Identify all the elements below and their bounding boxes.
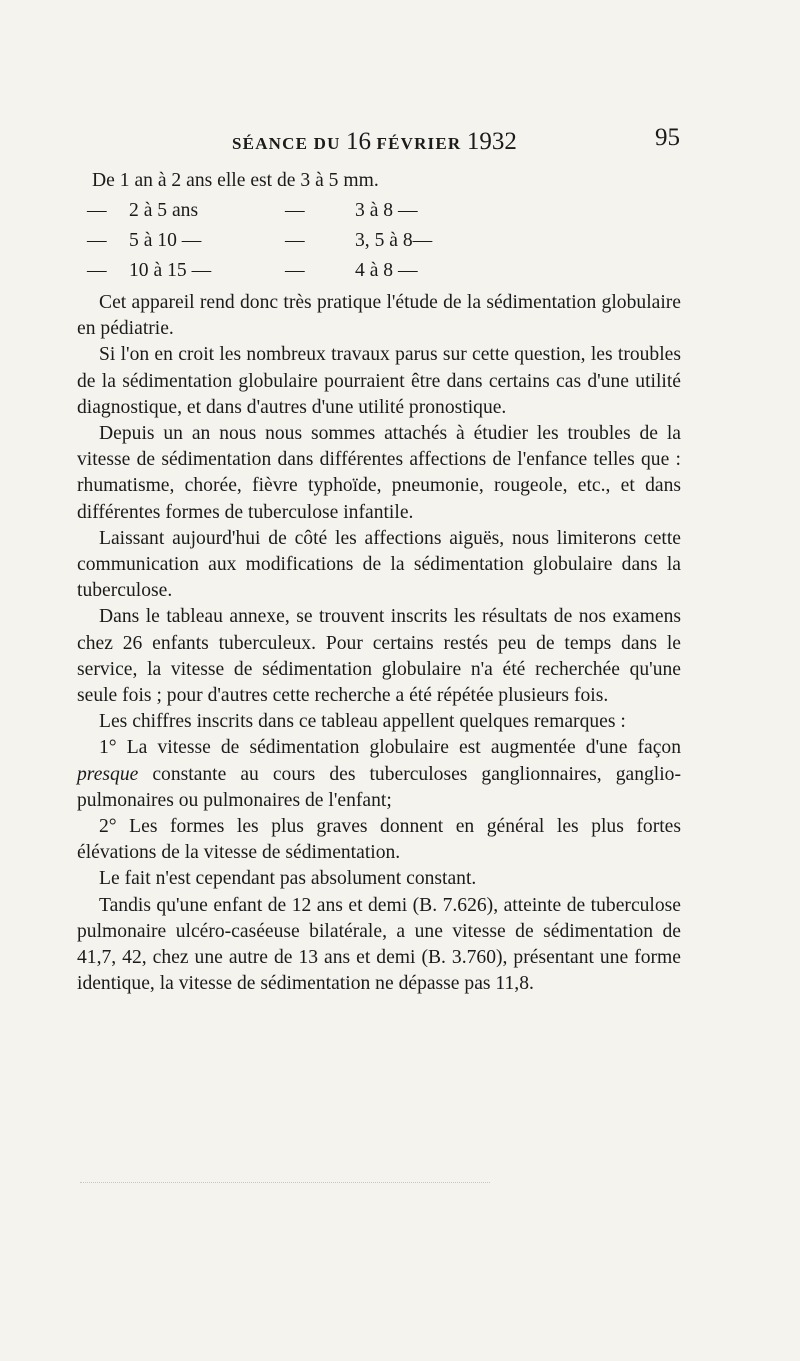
header-month: FÉVRIER [371, 134, 467, 153]
age-table-row [77, 196, 681, 226]
faint-footer-rule [80, 1182, 490, 1183]
paragraph: Laissant aujourd'hui de côté les affections aiguës, nous limiterons cette communication aux modifications de la sédimentation globulaire dans la tuberculose. [77, 527, 681, 602]
page-number: 95 [655, 124, 680, 151]
paragraph: Cet appareil rend donc très pratique l'étude de la sédimentation globulaire en pédiatrie. [77, 292, 681, 340]
paragraph: 2° Les formes les plus graves donnent en général les plus fortes élévations de la vitesse de sédimentation. [77, 816, 681, 864]
age-table-row [77, 226, 681, 256]
paragraph: Tandis qu'une enfant de 12 ans et demi (B. 7.626), atteinte de tuberculose pulmonaire ulcéro-caséeuse bilatérale, a une vitesse de sédimentation de 41,7, 42, chez une autre de 13 ans et demi (B. 3.760), présentant une forme identique, la vitesse de sédimentation ne dépasse pas 11,8. [77, 894, 681, 995]
paragraph [77, 735, 681, 814]
paragraph-text: 1° La vitesse de sédimentation globulaire est augmentée d'une façon [99, 737, 681, 759]
age-table-ages: 10 à 15 — [129, 260, 212, 281]
body-text [77, 166, 681, 997]
paragraph: Dans le tableau annexe, se trouvent inscrits les résultats de nos examens chez 26 enfants tuberculeux. Pour certains restés peu de temps dans le service, la vitesse de sédimentation globulaire n'a été recherchée qu'une seule fois ; pour d'autres cette recherche a été répétée plusieurs fois. [77, 606, 681, 707]
running-header [232, 122, 680, 156]
age-table-row [77, 256, 681, 286]
age-table-dash2: — [285, 230, 305, 251]
age-table-dash: — [87, 260, 107, 281]
paragraph-text: constante au cours des tuberculoses ganglionnaires, ganglio-pulmonaires ou pulmonaires de l'enfant; [77, 763, 681, 811]
age-table-ages: 2 à 5 ans [129, 200, 199, 221]
age-table-dash2: — [285, 200, 305, 221]
header-title [232, 128, 517, 156]
paragraph: Le fait n'est cependant pas absolument constant. [99, 868, 477, 890]
age-table-dash2: — [285, 260, 305, 281]
age-table-range: 3 à 8 — [355, 200, 418, 221]
paragraph: Les chiffres inscrits dans ce tableau appellent quelques remarques : [99, 711, 626, 733]
paragraph: Si l'on en croit les nombreux travaux parus sur cette question, les troubles de la sédimentation globulaire pourraient être dans certains cas d'une utilité diagnostique, et dans d'autres d'une utilité pronostique. [77, 344, 681, 418]
age-table-first-line-text: De 1 an à 2 ans elle est de 3 à 5 mm. [92, 170, 379, 191]
age-table-first-line [77, 166, 681, 196]
italic-word: presque [77, 763, 139, 785]
header-title-prefix: SÉANCE DU [232, 134, 347, 153]
age-table-dash: — [87, 230, 107, 251]
age-table-range: 3, 5 à 8— [355, 230, 433, 251]
header-year: 1932 [466, 128, 517, 155]
header-day: 16 [346, 128, 372, 155]
age-table-ages: 5 à 10 — [129, 230, 202, 251]
age-table-range: 4 à 8 — [355, 260, 418, 281]
age-table-dash: — [87, 200, 107, 221]
paragraph: Depuis un an nous nous sommes attachés à étudier les troubles de la vitesse de sédimentation dans différentes affections de l'enfance telles que : rhumatisme, chorée, fièvre typhoïde, pneumonie, rougeole, etc., et dans différentes formes de tuberculose infantile. [77, 423, 681, 523]
